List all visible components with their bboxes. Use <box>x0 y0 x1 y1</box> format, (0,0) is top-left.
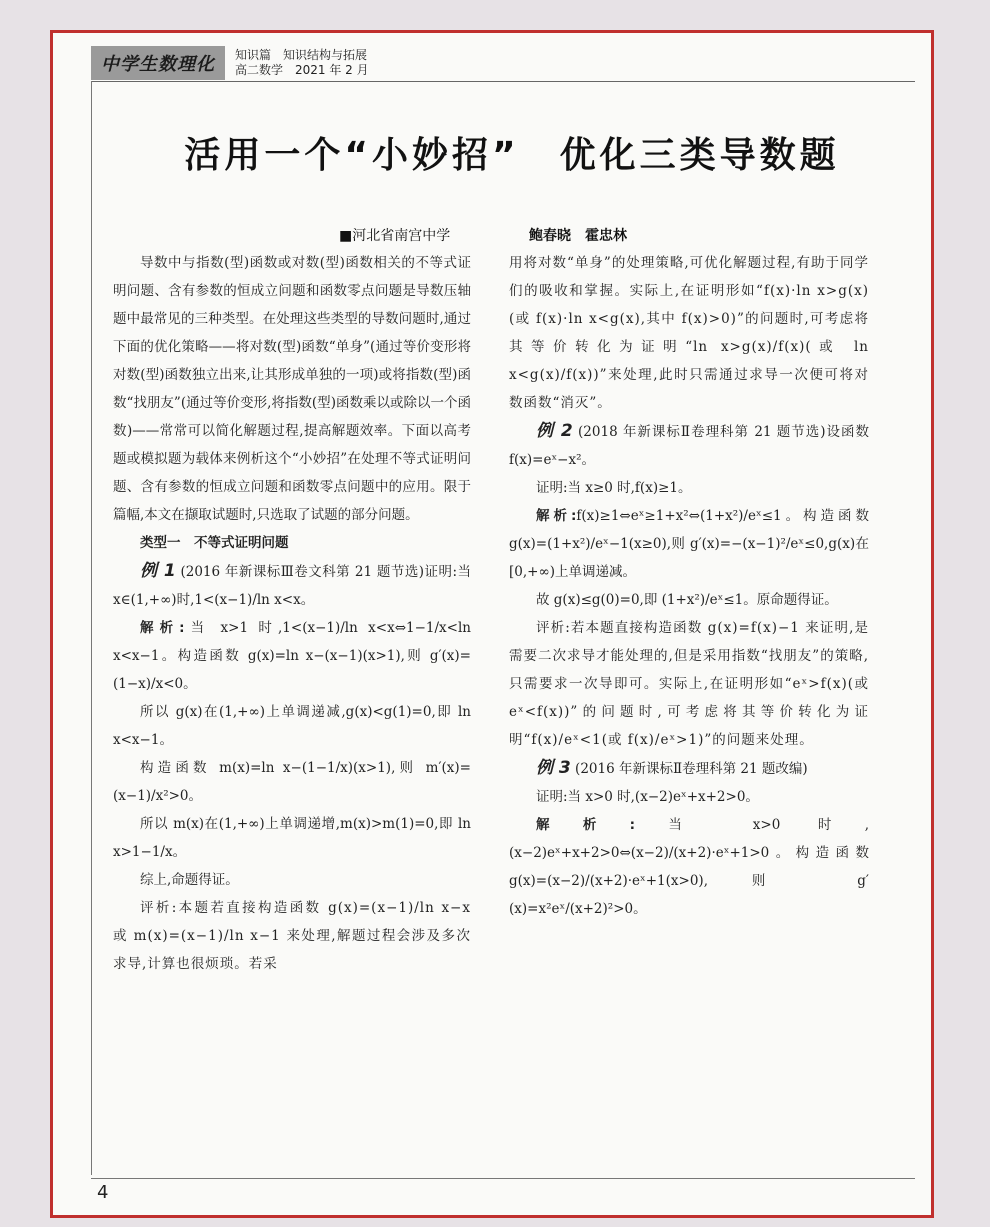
example-3-solution-label: 解析: <box>536 817 636 833</box>
continuation-paragraph: 用将对数“单身”的处理策略,可优化解题过程,有助于同学们的吸收和掌握。实际上,在证明形如“f(x)·ln x>g(x)(或 f(x)·ln x<g(x),其中 f(x)>0)”的问题时,可考虑将其等价转化为证明“ln x>g(x)/f(x)(或 ln x<g(x)/f(x))”来处理,此时只需通过求导一次便可将对数函数“消灭”。 <box>509 255 869 411</box>
example-1-solution-4: 所以 m(x)在(1,+∞)上单调递增,m(x)>m(1)=0,即 ln x>1−1/x。 <box>113 816 471 860</box>
page-header <box>91 47 369 79</box>
example-2-solution-label: 解析: <box>536 508 577 524</box>
magazine-logo: 中学生数理化 <box>91 46 225 80</box>
example-1-solution-3: 构造函数 m(x)=ln x−(1−1/x)(x>1),则 m′(x)=(x−1)/x²>0。 <box>113 760 471 804</box>
example-3-label: 例 3 <box>536 758 571 778</box>
example-1-comment: 评析:本题若直接构造函数 g(x)=(x−1)/ln x−x 或 m(x)=(x−1)/ln x−1 来处理,解题过程会涉及多次求导,计算也很烦琐。若采 <box>113 900 471 972</box>
footer-rule <box>91 1178 915 1179</box>
example-2-label: 例 2 <box>536 421 573 441</box>
intro-paragraph: 导数中与指数(型)函数或对数(型)函数相关的不等式证明问题、含有参数的恒成立问题和函数零点问题是导数压轴题中最常见的三种类型。在处理这些类型的导数问题时,通过下面的优化策略——将对数(型)函数“单身”(通过等价变形将对数(型)函数独立出来,让其形成单独的一项)或将指数(型)函数“找朋友”(通过等价变形,将指数(型)函数乘以或除以一个函数)——常常可以简化解题过程,提高解题效率。下面以高考题或模拟题为载体来例析这个“小妙招”在处理不等式证明问题、含有参数的恒成立问题和函数零点问题中的应用。限于篇幅,本文在撷取试题时,只选取了试题的部分问题。 <box>113 255 471 523</box>
article-page <box>69 39 915 1205</box>
left-margin-rule <box>91 81 92 1175</box>
example-2-claim: 证明:当 x≥0 时,f(x)≥1。 <box>536 480 692 496</box>
author-names: 鲍春晓 霍忠林 <box>529 228 627 244</box>
example-3-solution-1: 当 x>0 时,(x−2)eˣ+x+2>0⇔(x−2)/(x+2)·eˣ+1>0。构造函数 g(x)=(x−2)/(x+2)·eˣ+1(x>0),则 g′(x)=x²eˣ/(x+2)²>0。 <box>509 817 869 917</box>
header-section: 知识篇 知识结构与拓展 <box>235 48 368 62</box>
right-column <box>509 249 869 923</box>
example-1-text: (2016 年新课标Ⅲ卷文科第 21 题节选)证明:当 x∈(1,+∞)时,1<(x−1)/ln x<x。 <box>113 564 472 608</box>
example-3-claim: 证明:当 x>0 时,(x−2)eˣ+x+2>0。 <box>536 789 759 805</box>
header-info <box>235 48 369 78</box>
author-affiliation: ■河北省南宫中学 <box>339 228 451 244</box>
example-1-solution-2: 所以 g(x)在(1,+∞)上单调递减,g(x)<g(1)=0,即 ln x<x−1。 <box>113 704 471 748</box>
page-frame <box>50 30 934 1218</box>
example-2-text: (2018 年新课标Ⅱ卷理科第 21 题节选)设函数 f(x)=eˣ−x²。 <box>509 424 870 468</box>
section-heading-1: 类型一 不等式证明问题 <box>140 535 289 551</box>
example-1-label: 例 1 <box>140 561 176 581</box>
example-1-solution-1: 当 x>1 时,1<(x−1)/ln x<x⇔1−1/x<ln x<x−1。构造函数 g(x)=ln x−(x−1)(x>1),则 g′(x)=(1−x)/x<0。 <box>113 620 471 692</box>
page-number: 4 <box>97 1182 109 1203</box>
example-2-comment: 评析:若本题直接构造函数 g(x)=f(x)−1 来证明,是需要二次求导才能处理的,但是采用指数“找朋友”的策略,只需要求一次导即可。实际上,在证明形如“eˣ>f(x)(或 eˣ<f(x))”的问题时,可考虑将其等价转化为证明“f(x)/eˣ<1(或 f(x)/eˣ>1)”的问题来处理。 <box>509 620 869 748</box>
example-2-solution-1: f(x)≥1⇔eˣ≥1+x²⇔(1+x²)/eˣ≤1。构造函数 g(x)=(1+x²)/eˣ−1(x≥0),则 g′(x)=−(x−1)²/eˣ≤0,g(x)在[0,+∞)上单调递减。 <box>509 508 869 580</box>
header-rule <box>91 81 915 82</box>
article-title: 活用一个“小妙招” 优化三类导数题 <box>184 135 840 176</box>
example-1-solution-5: 综上,命题得证。 <box>140 872 239 888</box>
header-issue: 高二数学 2021 年 2 月 <box>235 63 369 77</box>
left-column <box>113 249 471 978</box>
example-3-text: (2016 年新课标Ⅱ卷理科第 21 题改编) <box>575 761 808 777</box>
example-1-solution-label: 解析: <box>140 620 185 636</box>
example-2-solution-2: 故 g(x)≤g(0)=0,即 (1+x²)/eˣ≤1。原命题得证。 <box>536 592 838 608</box>
